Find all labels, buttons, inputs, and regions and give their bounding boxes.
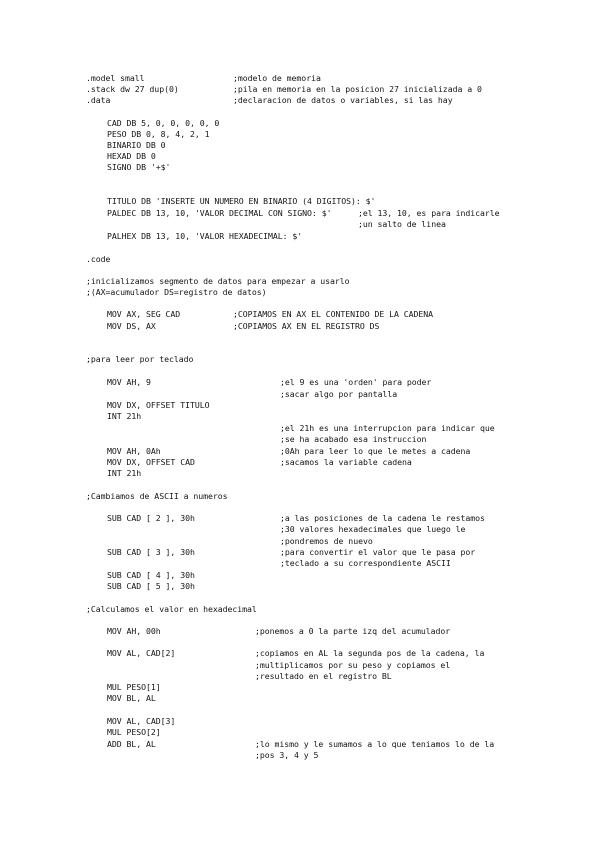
code-line: SIGNO DB '+$': [107, 162, 171, 172]
code-comment: ;multiplicamos por su peso y copiamos el: [255, 660, 451, 670]
code-line: PALHEX DB 13, 10, 'VALOR HEXADECIMAL: $': [107, 231, 303, 241]
code-comment: ;un salto de linea: [358, 219, 446, 229]
code-comment: ;teclado a su correspondiente ASCII: [280, 558, 451, 568]
code-comment: ;el 9 es una 'orden' para poder: [280, 377, 432, 387]
code-comment: ;modelo de memoria: [233, 73, 321, 83]
code-comment: ;pos 3, 4 y 5: [255, 750, 319, 760]
code-comment: ;ponemos a 0 la parte izq del acumulador: [255, 626, 451, 636]
code-comment: ;COPIAMOS EN AX EL CONTENIDO DE LA CADENA: [233, 309, 434, 319]
code-line: MOV BL, AL: [107, 693, 156, 703]
code-comment: ;el 13, 10, es para indicarle: [358, 208, 500, 218]
code-line: BINARIO DB 0: [107, 140, 166, 150]
code-line: PESO DB 0, 8, 4, 2, 1: [107, 129, 210, 139]
code-comment: ;copiamos en AL la segunda pos de la cadena, la: [255, 648, 485, 658]
code-comment: ;pondremos de nuevo: [280, 536, 373, 546]
code-line: MOV DX, OFFSET TITULO: [107, 400, 210, 410]
code-comment: ;0Ah para leer lo que le metes a cadena: [280, 446, 471, 456]
code-line: SUB CAD [ 5 ], 30h: [107, 581, 195, 591]
code-line: HEXAD DB 0: [107, 151, 156, 161]
code-line: ;(AX=acumulador DS=registro de datos): [86, 287, 267, 297]
code-line: MUL PESO[1]: [107, 682, 161, 692]
code-line: MOV AL, CAD[3]: [107, 716, 176, 726]
code-comment: ;resultado en el registro BL: [255, 671, 392, 681]
code-line: MOV AH, 0Ah: [107, 446, 161, 456]
code-line: SUB CAD [ 3 ], 30h: [107, 547, 195, 557]
code-line: ;inicializamos segmento de datos para empezar a usarlo: [86, 276, 350, 286]
code-line: MOV AL, CAD[2]: [107, 648, 176, 658]
code-line: INT 21h: [107, 468, 142, 478]
code-line: ;para leer por teclado: [86, 354, 194, 364]
code-comment: ;30 valores hexadecimales que luego le: [280, 524, 466, 534]
code-line: SUB CAD [ 4 ], 30h: [107, 570, 195, 580]
code-comment: ;sacar algo por pantalla: [280, 389, 398, 399]
code-line: .data: [86, 95, 111, 105]
code-comment: ;COPIAMOS AX EN EL REGISTRO DS: [233, 321, 380, 331]
code-comment: ;para convertir el valor que le pasa por: [280, 547, 476, 557]
code-line: MOV AH, 9: [107, 377, 151, 387]
code-line: .code: [86, 254, 111, 264]
code-line: TITULO DB 'INSERTE UN NUMERO EN BINARIO (4 DIGITOS): $': [107, 196, 376, 206]
code-comment: ;el 21h es una interrupcion para indicar que: [280, 423, 495, 433]
code-line: MOV DX, OFFSET CAD: [107, 457, 195, 467]
code-line: MOV AX, SEG CAD: [107, 309, 181, 319]
code-line: .model small: [86, 73, 145, 83]
code-comment: ;se ha acabado esa instruccion: [280, 434, 427, 444]
code-line: ;Cambiamos de ASCII a numeros: [86, 491, 228, 501]
code-line: .stack dw 27 dup(0): [86, 84, 179, 94]
code-line: SUB CAD [ 2 ], 30h: [107, 513, 195, 523]
code-line: ;Calculamos el valor en hexadecimal: [86, 604, 257, 614]
code-comment: ;declaracion de datos o variables, si las hay: [233, 95, 453, 105]
code-line: PALDEC DB 13, 10, 'VALOR DECIMAL CON SIGNO: $': [107, 208, 332, 218]
code-comment: ;a las posiciones de la cadena le restamos: [280, 513, 485, 523]
code-line: INT 21h: [107, 411, 142, 421]
code-comment: ;pila en memoria en la posicion 27 inicializada a 0: [233, 84, 482, 94]
code-comment: ;lo mismo y le sumamos a lo que teniamos lo de la: [255, 739, 495, 749]
code-comment: ;sacamos la variable cadena: [280, 457, 412, 467]
code-line: MUL PESO[2]: [107, 727, 161, 737]
code-line: MOV DS, AX: [107, 321, 156, 331]
code-line: ADD BL, AL: [107, 739, 156, 749]
code-line: CAD DB 5, 0, 0, 0, 0, 0: [107, 118, 220, 128]
code-line: MOV AH, 00h: [107, 626, 161, 636]
